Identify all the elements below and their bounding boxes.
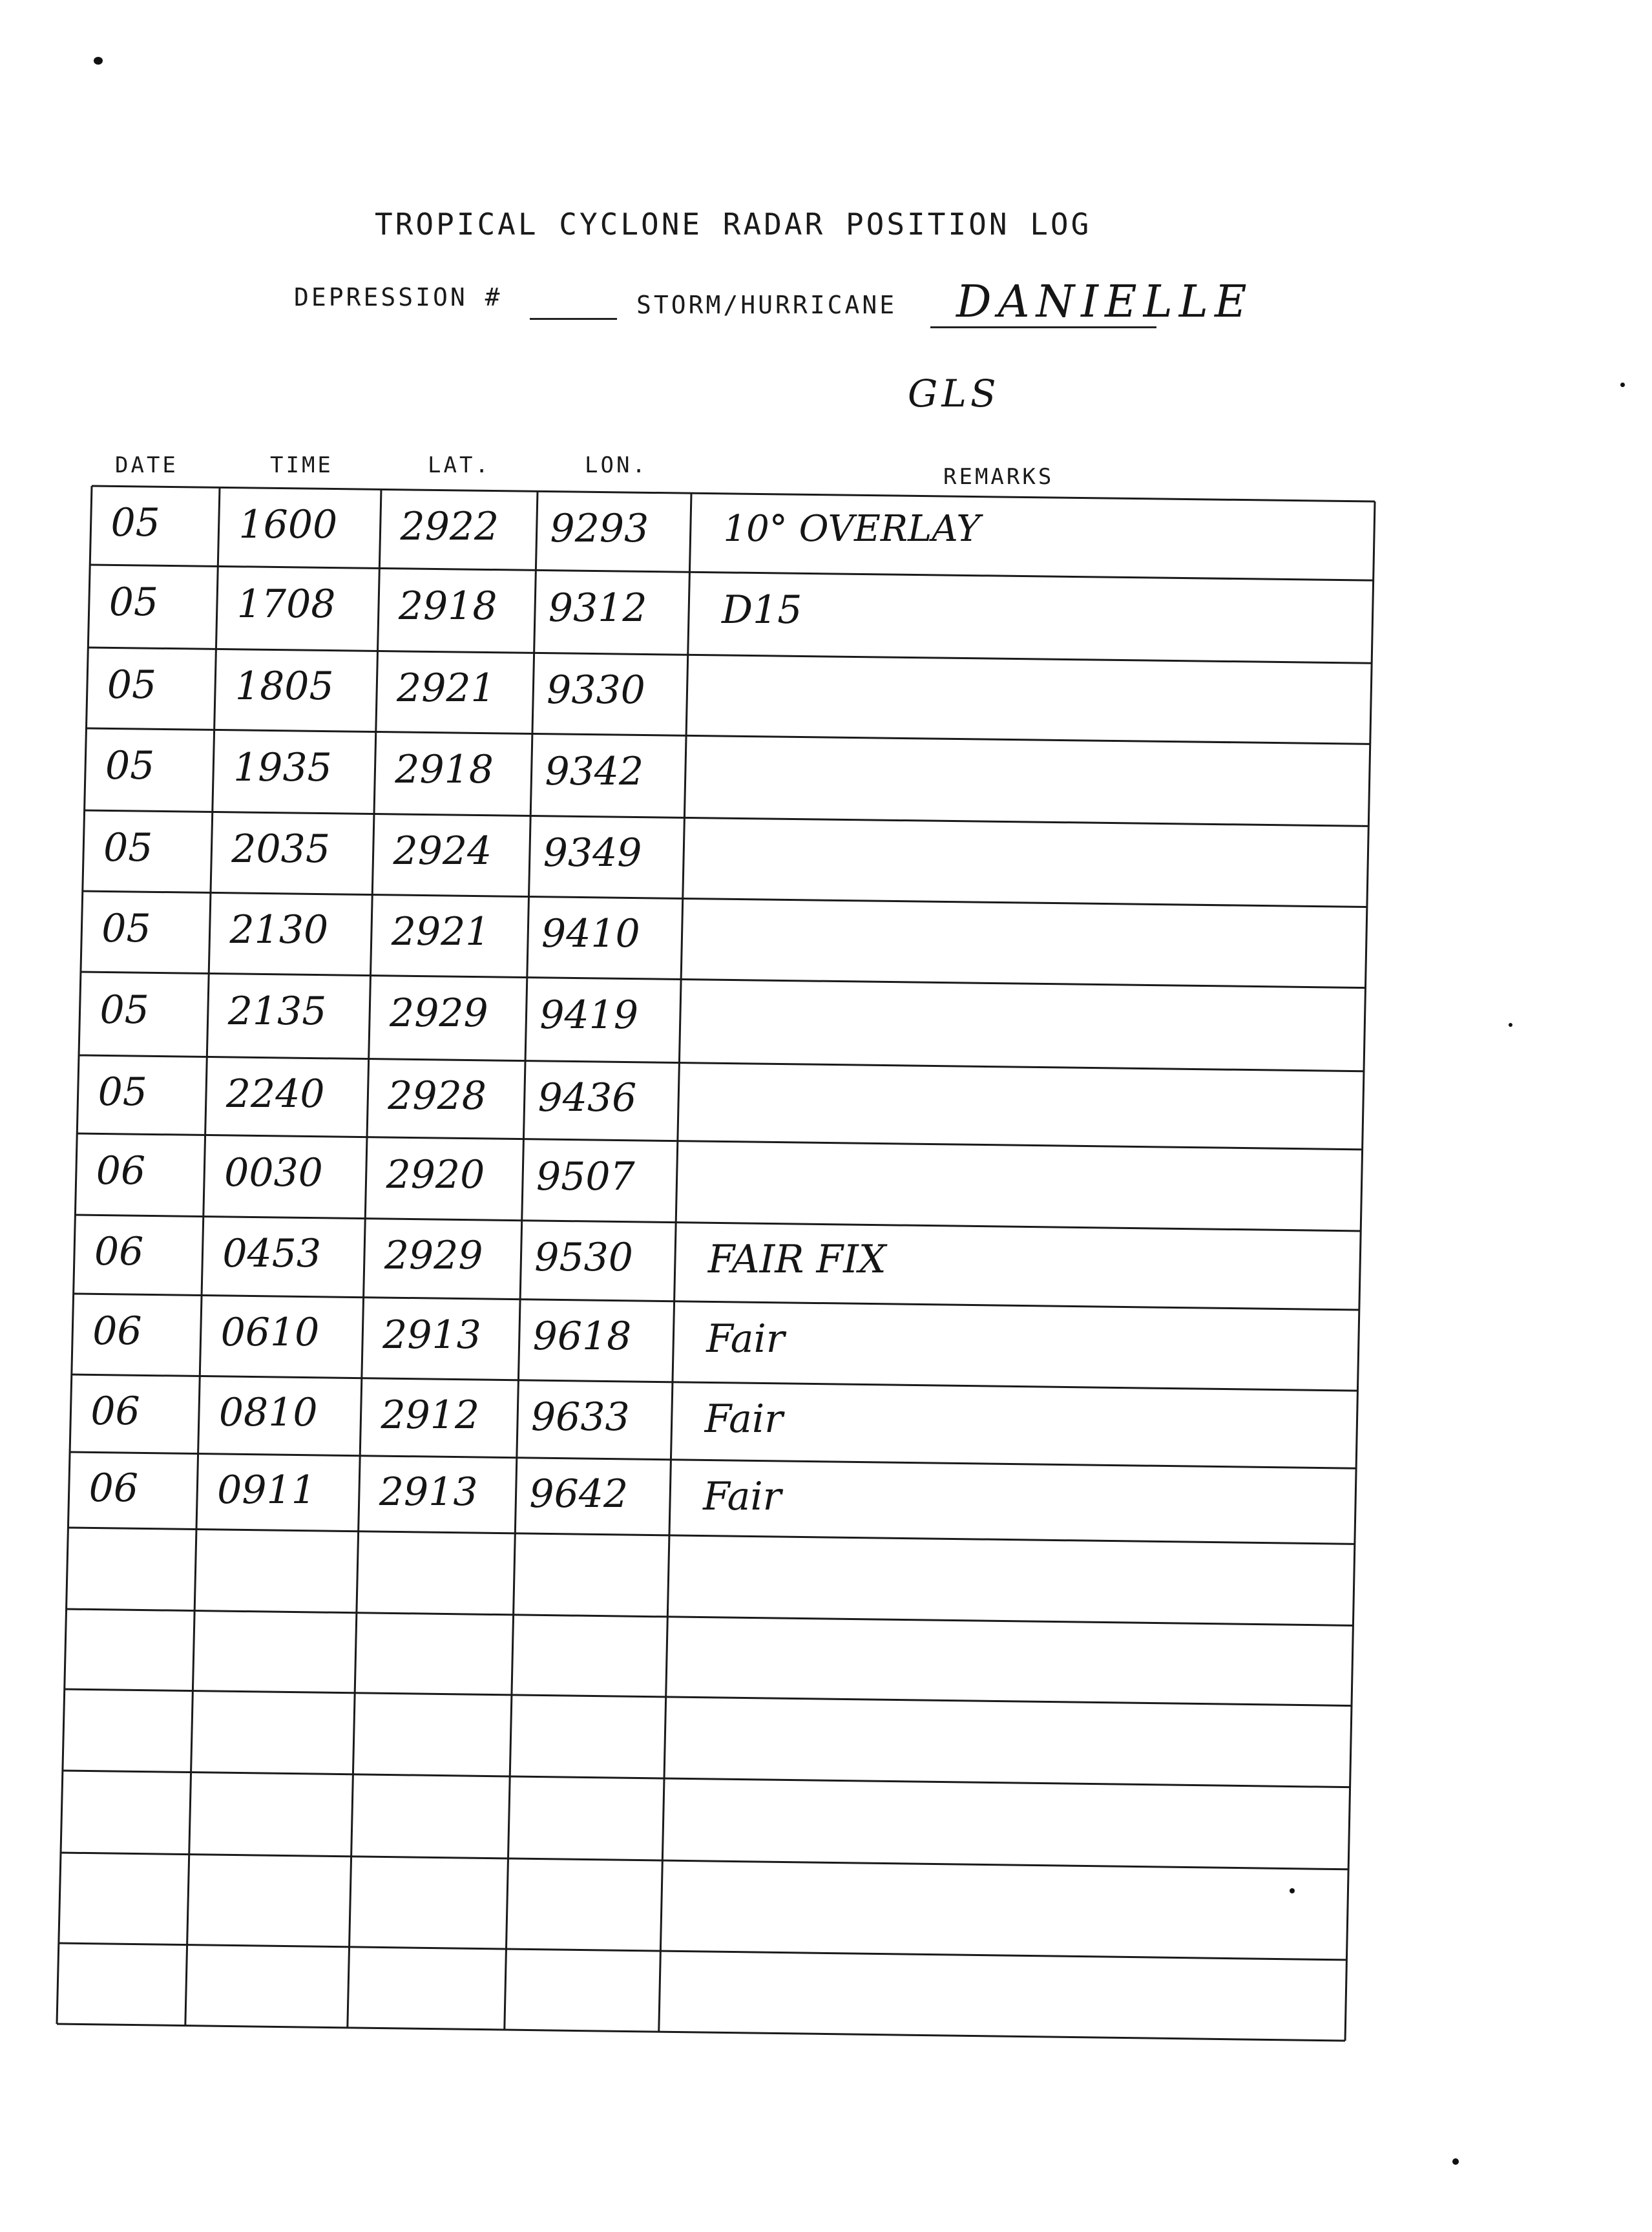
- cell-remarks: D15: [721, 587, 802, 633]
- cell-lon: 9633: [530, 1394, 630, 1440]
- table-column-line: [185, 487, 220, 2025]
- cell-date: 05: [107, 662, 157, 708]
- cell-remarks: 10° OVERLAY: [723, 507, 981, 550]
- cell-date: 05: [110, 500, 160, 546]
- table-row-line: [57, 2024, 1345, 2041]
- cell-time: 0810: [218, 1390, 318, 1436]
- cell-lat: 2929: [384, 1232, 483, 1278]
- cell-date: 05: [109, 580, 159, 626]
- cell-time: 0911: [217, 1467, 316, 1513]
- cell-time: 2035: [231, 826, 330, 872]
- table-row-line: [75, 1215, 1361, 1231]
- scan-speck: [94, 57, 103, 65]
- storm-name: DANIELLE: [956, 277, 1253, 328]
- table-row-line: [90, 565, 1373, 580]
- cell-lat: 2912: [381, 1392, 480, 1438]
- scan-speck: [1290, 1888, 1295, 1893]
- cell-time: 1805: [235, 664, 334, 710]
- table-row-line: [74, 1294, 1359, 1310]
- table-column-line: [348, 489, 381, 2027]
- cell-remarks: FAIR FIX: [707, 1237, 886, 1283]
- cell-lon: 9410: [541, 911, 640, 957]
- cell-time: 0030: [224, 1150, 323, 1195]
- cell-lon: 9349: [543, 830, 642, 876]
- cell-lat: 2918: [398, 583, 497, 629]
- cell-lon: 9342: [545, 748, 644, 794]
- table-row-line: [65, 1689, 1352, 1706]
- table-column-line: [57, 486, 92, 2024]
- cell-time: 1935: [233, 744, 332, 790]
- col-header-remarks: REMARKS: [943, 464, 1054, 490]
- cell-time: 2240: [225, 1071, 325, 1117]
- cell-time: 2130: [229, 907, 329, 953]
- cell-lon: 9507: [536, 1153, 635, 1199]
- cell-time: 1708: [236, 581, 336, 627]
- cell-lat: 2929: [390, 991, 488, 1037]
- cell-time: 2135: [227, 989, 327, 1035]
- scan-speck: [1452, 2158, 1459, 2165]
- table-row-line: [61, 1853, 1348, 1869]
- cell-time: 1600: [238, 501, 338, 547]
- table-row-line: [88, 647, 1372, 663]
- cell-lon: 9293: [550, 505, 649, 551]
- storm-label: STORM/HURRICANE: [636, 291, 897, 319]
- cell-lat: 2921: [397, 666, 496, 711]
- cell-lat: 2913: [382, 1312, 481, 1358]
- cell-lon: 9330: [547, 668, 645, 713]
- cell-lat: 2913: [379, 1469, 478, 1515]
- cell-time: 0610: [220, 1310, 320, 1356]
- col-header-lat: LAT.: [428, 452, 491, 478]
- col-header-date: DATE: [115, 452, 178, 478]
- table-column-line: [659, 493, 691, 2032]
- table-row-line: [70, 1452, 1356, 1468]
- cell-remarks: Fair: [703, 1473, 782, 1519]
- cell-date: 05: [98, 1069, 147, 1115]
- cell-date: 06: [94, 1229, 144, 1275]
- cell-lon: 9419: [539, 993, 639, 1038]
- cell-time: 0453: [222, 1230, 322, 1276]
- cell-remarks: Fair: [704, 1396, 783, 1442]
- cell-lon: 9436: [538, 1075, 637, 1121]
- form-title: TROPICAL CYCLONE RADAR POSITION LOG: [375, 207, 1092, 242]
- station-code: GLS: [908, 372, 1000, 416]
- cell-lon: 9618: [532, 1314, 632, 1360]
- table-row-line: [77, 1133, 1362, 1150]
- table-row-line: [85, 810, 1369, 826]
- cell-lon: 9530: [534, 1234, 633, 1280]
- cell-remarks: Fair: [706, 1316, 785, 1362]
- table-row-line: [81, 972, 1366, 988]
- cell-date: 06: [89, 1466, 139, 1511]
- cell-date: 05: [101, 905, 151, 951]
- table-row-line: [92, 486, 1375, 501]
- table-column-line: [505, 491, 538, 2030]
- table-row-line: [79, 1055, 1364, 1071]
- cell-date: 06: [96, 1148, 146, 1194]
- cell-date: 06: [90, 1388, 140, 1434]
- table-row-line: [86, 728, 1370, 744]
- cell-lat: 2921: [391, 909, 490, 955]
- col-header-lon: LON.: [585, 452, 648, 478]
- cell-lon: 9312: [548, 585, 647, 631]
- cell-lon: 9642: [529, 1471, 629, 1517]
- table-row-line: [59, 1943, 1347, 1960]
- table-row-line: [63, 1771, 1350, 1787]
- table-row-line: [72, 1374, 1358, 1391]
- scan-speck: [1509, 1023, 1512, 1027]
- cell-lat: 2918: [395, 746, 494, 792]
- cell-date: 05: [105, 743, 155, 789]
- col-header-time: TIME: [270, 452, 333, 478]
- cell-lat: 2920: [386, 1152, 485, 1197]
- cell-lat: 2924: [393, 828, 492, 874]
- table-row-line: [68, 1528, 1354, 1544]
- cell-lat: 2928: [388, 1073, 486, 1119]
- table-column-line: [1345, 501, 1375, 2041]
- scan-speck: [1620, 383, 1625, 387]
- cell-lat: 2922: [400, 503, 499, 549]
- depression-label: DEPRESSION #: [294, 283, 503, 311]
- cell-date: 05: [103, 825, 153, 870]
- cell-date: 06: [92, 1308, 142, 1354]
- cell-date: 05: [99, 987, 149, 1033]
- table-row-line: [67, 1609, 1354, 1625]
- table-row-line: [83, 891, 1367, 907]
